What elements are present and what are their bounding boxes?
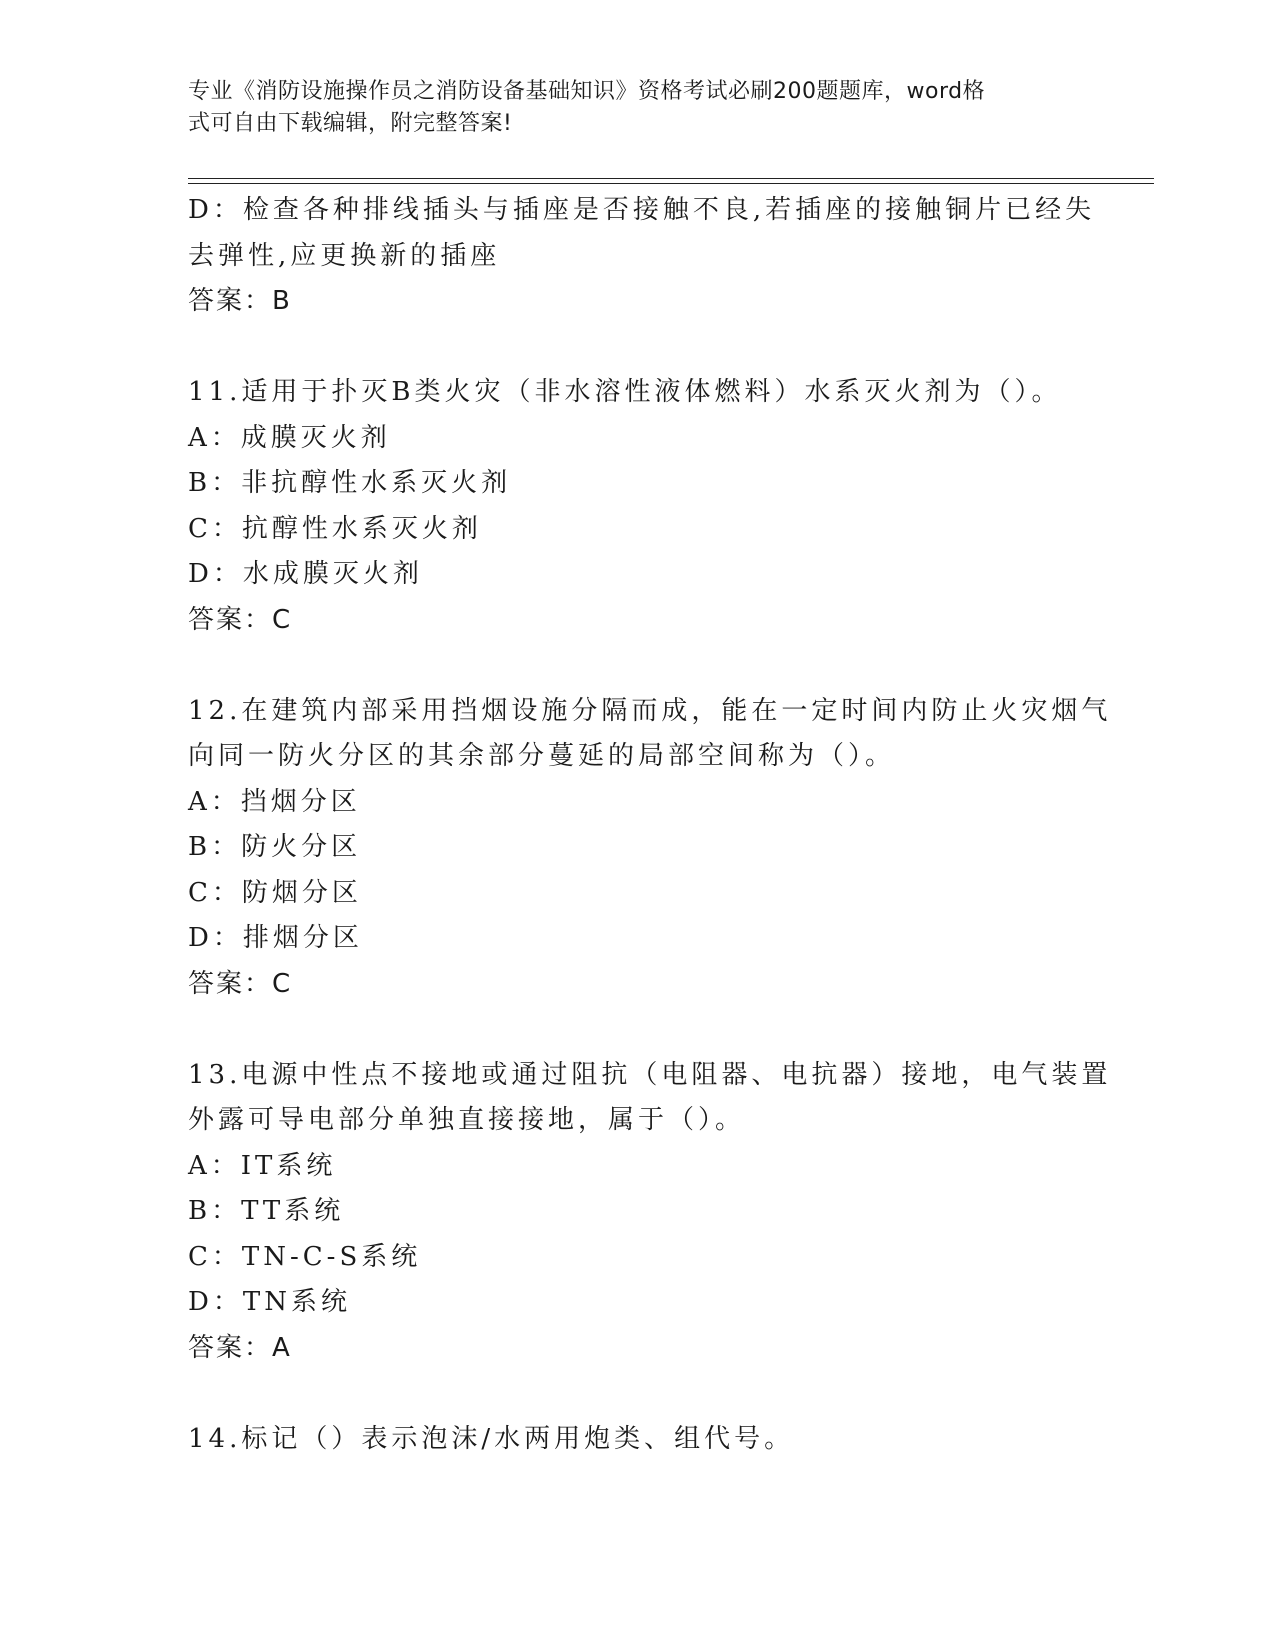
option-b: B：非抗醇性水系灭火剂 bbox=[188, 468, 512, 498]
option-a: A：成膜灭火剂 bbox=[188, 422, 391, 453]
header-divider-top bbox=[188, 178, 1154, 179]
header-divider-bottom bbox=[188, 183, 1154, 184]
header-line-1: 专业《消防设施操作员之消防设备基础知识》资格考试必刷200题题库，word格 bbox=[188, 79, 986, 104]
question-stem: 11.适用于扑灭B类火灾（非水溶性液体燃料）水系灭火剂为（）。 bbox=[188, 377, 1062, 407]
option-c: C：防烟分区 bbox=[188, 877, 362, 908]
answer-line: 答案：A bbox=[188, 1332, 292, 1363]
option-b: B：TT系统 bbox=[188, 1196, 345, 1226]
answer-line: 答案：C bbox=[188, 604, 293, 635]
question-stem-continued: 外露可导电部分单独直接接地，属于（）。 bbox=[188, 1105, 746, 1135]
spacer bbox=[188, 643, 1088, 689]
document-header bbox=[188, 76, 1068, 140]
question-content bbox=[188, 188, 1112, 1462]
spacer bbox=[188, 1371, 1088, 1417]
question-stem-continued: 向同一防火分区的其余部分蔓延的局部空间称为（）。 bbox=[188, 741, 896, 771]
option-d: D：TN系统 bbox=[188, 1287, 351, 1317]
answer-line: 答案：B bbox=[188, 286, 292, 316]
option-c: C：TN-C-S系统 bbox=[188, 1241, 422, 1272]
option-d: D：检查各种排线插头与插座是否接触不良,若插座的接触铜片已经失 bbox=[188, 195, 1096, 225]
question-stem: 13.电源中性点不接地或通过阻抗（电阻器、电抗器）接地，电气装置 bbox=[188, 1059, 1112, 1090]
option-d: D：排烟分区 bbox=[188, 923, 363, 953]
spacer bbox=[188, 1007, 1088, 1053]
option-d-continued: 去弹性,应更换新的插座 bbox=[188, 240, 501, 271]
option-c: C：抗醇性水系灭火剂 bbox=[188, 513, 482, 544]
option-d: D：水成膜灭火剂 bbox=[188, 559, 423, 589]
header-line-2: 式可自由下载编辑，附完整答案! bbox=[188, 111, 513, 136]
option-b: B：防火分区 bbox=[188, 832, 362, 862]
question-stem: 12.在建筑内部采用挡烟设施分隔而成，能在一定时间内防止火灾烟气 bbox=[188, 695, 1112, 726]
spacer bbox=[188, 325, 1088, 371]
option-a: A：挡烟分区 bbox=[188, 786, 361, 817]
question-stem: 14.标记（）表示泡沫/水两用炮类、组代号。 bbox=[188, 1423, 795, 1454]
answer-line: 答案：C bbox=[188, 968, 293, 999]
option-a: A：IT系统 bbox=[188, 1150, 337, 1181]
